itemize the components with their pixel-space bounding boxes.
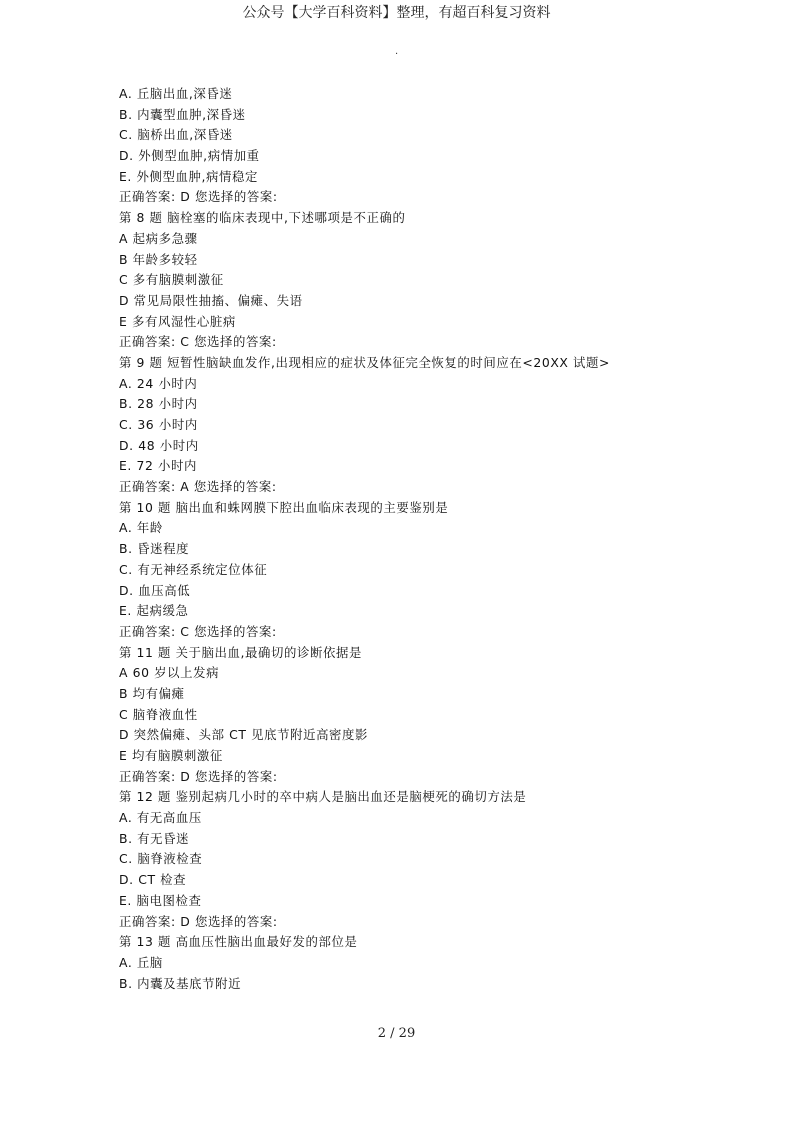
option-line: A 60 岁以上发病	[119, 665, 220, 681]
option-line: D. 血压高低	[119, 582, 191, 598]
option-line: B. 内囊型血肿,深昏迷	[119, 106, 246, 122]
question-line: 第 11 题 关于脑出血,最确切的诊断依据是	[119, 644, 362, 660]
option-line: A. 有无高血压	[119, 810, 202, 826]
option-line: D. 外侧型血肿,病情加重	[119, 148, 260, 164]
answer-line: 正确答案: C 您选择的答案:	[119, 623, 277, 639]
question-line: 第 12 题 鉴别起病几小时的卒中病人是脑出血还是脑梗死的确切方法是	[119, 789, 527, 805]
option-line: B. 28 小时内	[119, 396, 198, 412]
answer-line: 正确答案: A 您选择的答案:	[119, 479, 277, 495]
option-line: A. 年龄	[119, 520, 163, 536]
answer-line: 正确答案: D 您选择的答案:	[119, 768, 278, 784]
page-number: 2 / 29	[377, 1026, 416, 1041]
option-line: C 脑脊液血性	[119, 706, 198, 722]
option-line: A. 丘脑	[119, 954, 163, 970]
answer-line: 正确答案: D 您选择的答案:	[119, 913, 278, 929]
option-line: A 起病多急骤	[119, 230, 198, 246]
option-line: C. 脑脊液检查	[119, 851, 203, 867]
answer-line: 正确答案: C 您选择的答案:	[119, 334, 277, 350]
option-line: E. 72 小时内	[119, 458, 197, 474]
option-line: C 多有脑膜刺激征	[119, 272, 224, 288]
option-line: E. 外侧型血肿,病情稳定	[119, 168, 258, 184]
answer-line: 正确答案: D 您选择的答案:	[119, 189, 278, 205]
option-line: A. 24 小时内	[119, 375, 198, 391]
option-line: B. 昏迷程度	[119, 541, 190, 557]
option-line: D. 48 小时内	[119, 437, 199, 453]
option-line: E. 脑电图检查	[119, 892, 202, 908]
top-mark: .	[395, 46, 399, 57]
option-line: C. 脑桥出血,深昏迷	[119, 127, 233, 143]
option-line: D. CT 检查	[119, 872, 187, 888]
option-line: B 均有偏瘫	[119, 685, 185, 701]
option-line: E. 起病缓急	[119, 603, 189, 619]
option-line: D 突然偏瘫、头部 CT 见底节附近高密度影	[119, 727, 369, 743]
option-line: C. 有无神经系统定位体征	[119, 561, 268, 577]
option-line: D 常见局限性抽搐、偏瘫、失语	[119, 292, 303, 308]
option-line: A. 丘脑出血,深昏迷	[119, 86, 233, 101]
option-line: B 年龄多较轻	[119, 251, 198, 267]
option-line: C. 36 小时内	[119, 417, 198, 432]
question-line: 第 13 题 高血压性脑出血最好发的部位是	[119, 934, 358, 950]
option-line: E 均有脑膜刺激征	[119, 748, 223, 763]
option-line: B. 内囊及基底节附近	[119, 975, 242, 991]
question-line: 第 8 题 脑栓塞的临床表现中,下述哪项是不正确的	[119, 210, 406, 226]
option-line: B. 有无昏迷	[119, 830, 190, 846]
document-body	[119, 84, 719, 994]
option-line: E 多有风湿性心脏病	[119, 313, 236, 329]
question-line: 第 10 题 脑出血和蛛网膜下腔出血临床表现的主要鉴别是	[119, 499, 449, 515]
page-header: 公众号【大学百科资料】整理，有超百科复习资料	[242, 5, 551, 21]
question-line: 第 9 题 短暂性脑缺血发作,出现相应的症状及体征完全恢复的时间应在<20XX 试题>	[119, 354, 610, 370]
